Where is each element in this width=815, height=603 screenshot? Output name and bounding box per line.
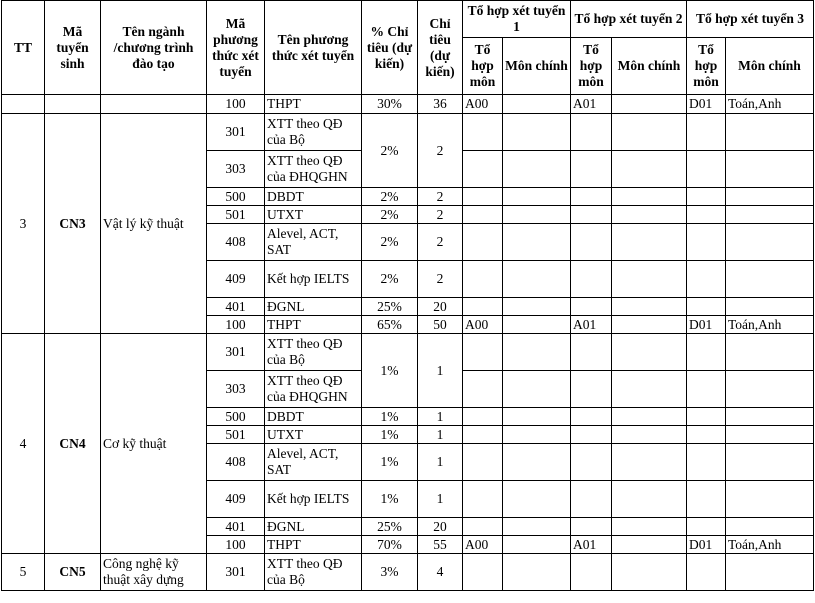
- program-name: Công nghệ kỹ thuật xây dựng: [101, 554, 207, 591]
- method-name: DBDT: [265, 188, 362, 206]
- main-subject-3: Toán,Anh: [726, 316, 814, 334]
- combo-2: A01: [571, 536, 612, 554]
- quota-percent: 2%: [362, 261, 418, 298]
- main-subject-3: Toán,Anh: [726, 536, 814, 554]
- method-name: Kết hợp IELTS: [265, 261, 362, 298]
- program-tt: 5: [2, 554, 45, 591]
- header-to-hop-mon-1: Tổ hợp môn: [463, 38, 503, 95]
- program-name: Cơ kỹ thuật: [101, 334, 207, 554]
- method-code: 100: [207, 95, 265, 114]
- quota: 1: [418, 481, 463, 518]
- combo-3: D01: [687, 316, 726, 334]
- header-mon-chinh-2: Môn chính: [612, 38, 687, 95]
- method-code: 100: [207, 316, 265, 334]
- quota: 2: [418, 224, 463, 261]
- quota-percent: 1%: [362, 444, 418, 481]
- table-row: [2, 554, 814, 591]
- program-code: CN3: [45, 114, 101, 334]
- program-code: CN4: [45, 334, 101, 554]
- quota: 20: [418, 518, 463, 536]
- quota-percent: 1%: [362, 426, 418, 444]
- header-tt: TT: [2, 1, 45, 95]
- main-subject-1: [503, 95, 571, 114]
- header-ten-nganh: Tên ngành /chương trình đào tạo: [101, 1, 207, 95]
- combo-3: D01: [687, 95, 726, 114]
- quota: 4: [418, 554, 463, 591]
- method-code: 100: [207, 536, 265, 554]
- quota: 36: [418, 95, 463, 114]
- quota-percent: 1%: [362, 334, 418, 408]
- method-name: XTT theo QĐ của Bộ: [265, 554, 362, 591]
- combo-2: A01: [571, 95, 612, 114]
- method-code: 409: [207, 261, 265, 298]
- method-code: 303: [207, 371, 265, 408]
- method-name: UTXT: [265, 426, 362, 444]
- quota-percent: 2%: [362, 224, 418, 261]
- main-subject-3: Toán,Anh: [726, 95, 814, 114]
- method-name: DBDT: [265, 408, 362, 426]
- quota-percent: 3%: [362, 554, 418, 591]
- method-code: 301: [207, 554, 265, 591]
- header-mon-chinh-1: Môn chính: [503, 38, 571, 95]
- quota-percent: 2%: [362, 188, 418, 206]
- method-name: ĐGNL: [265, 518, 362, 536]
- method-name: XTT theo QĐ của Bộ: [265, 114, 362, 151]
- header-to-hop-3: Tổ hợp xét tuyển 3: [687, 1, 814, 38]
- method-code: 401: [207, 518, 265, 536]
- quota-percent: 30%: [362, 95, 418, 114]
- program-tt: 3: [2, 114, 45, 334]
- program-code: CN5: [45, 554, 101, 591]
- combo-2: A01: [571, 316, 612, 334]
- quota: 2: [418, 188, 463, 206]
- method-code: 301: [207, 334, 265, 371]
- method-code: 408: [207, 444, 265, 481]
- method-name: XTT theo QĐ của ĐHQGHN: [265, 371, 362, 408]
- method-name: THPT: [265, 316, 362, 334]
- table-row: [2, 334, 814, 371]
- header-chi-tieu: Chỉ tiêu (dự kiến): [418, 1, 463, 95]
- method-code: 501: [207, 426, 265, 444]
- quota-percent: 1%: [362, 408, 418, 426]
- quota: 1: [418, 426, 463, 444]
- quota: 2: [418, 261, 463, 298]
- quota: 55: [418, 536, 463, 554]
- quota: 20: [418, 298, 463, 316]
- quota-percent: 25%: [362, 518, 418, 536]
- method-code: 303: [207, 151, 265, 188]
- method-code: 501: [207, 206, 265, 224]
- header-mon-chinh-3: Môn chính: [726, 38, 814, 95]
- quota: 1: [418, 408, 463, 426]
- quota: 1: [418, 334, 463, 408]
- method-name: Alevel, ACT, SAT: [265, 224, 362, 261]
- combo-3: D01: [687, 536, 726, 554]
- header-phan-tram-chi-tieu: % Chỉ tiêu (dự kiến): [362, 1, 418, 95]
- method-name: XTT theo QĐ của Bộ: [265, 334, 362, 371]
- quota: 1: [418, 444, 463, 481]
- header-to-hop-1: Tổ hợp xét tuyển 1: [463, 1, 571, 38]
- header-to-hop-mon-2: Tổ hợp môn: [571, 38, 612, 95]
- quota-percent: 65%: [362, 316, 418, 334]
- quota: 50: [418, 316, 463, 334]
- method-name: Kết hợp IELTS: [265, 481, 362, 518]
- method-name: Alevel, ACT, SAT: [265, 444, 362, 481]
- method-name: XTT theo QĐ của ĐHQGHN: [265, 151, 362, 188]
- main-subject-2: [612, 95, 687, 114]
- program-name: Vật lý kỹ thuật: [101, 114, 207, 334]
- combo-1: A00: [463, 95, 503, 114]
- method-code: 408: [207, 224, 265, 261]
- quota-percent: 2%: [362, 206, 418, 224]
- method-code: 500: [207, 188, 265, 206]
- header-ten-phuong-thuc: Tên phương thức xét tuyển: [265, 1, 362, 95]
- header-to-hop-2: Tổ hợp xét tuyển 2: [571, 1, 687, 38]
- method-name: UTXT: [265, 206, 362, 224]
- combo-1: A00: [463, 316, 503, 334]
- quota-percent: 25%: [362, 298, 418, 316]
- quota: 2: [418, 206, 463, 224]
- quota-percent: 1%: [362, 481, 418, 518]
- method-name: THPT: [265, 95, 362, 114]
- table-row: [2, 114, 814, 151]
- quota-percent: 70%: [362, 536, 418, 554]
- table-row: [2, 95, 814, 114]
- header-ma-tuyen-sinh: Mã tuyển sinh: [45, 1, 101, 95]
- header-to-hop-mon-3: Tổ hợp môn: [687, 38, 726, 95]
- method-code: 401: [207, 298, 265, 316]
- quota-percent: 2%: [362, 114, 418, 188]
- header-ma-phuong-thuc: Mã phương thức xét tuyển: [207, 1, 265, 95]
- combo-1: A00: [463, 536, 503, 554]
- method-name: ĐGNL: [265, 298, 362, 316]
- method-code: 301: [207, 114, 265, 151]
- admission-table: [1, 0, 814, 591]
- method-code: 500: [207, 408, 265, 426]
- quota: 2: [418, 114, 463, 188]
- method-name: THPT: [265, 536, 362, 554]
- method-code: 409: [207, 481, 265, 518]
- program-tt: 4: [2, 334, 45, 554]
